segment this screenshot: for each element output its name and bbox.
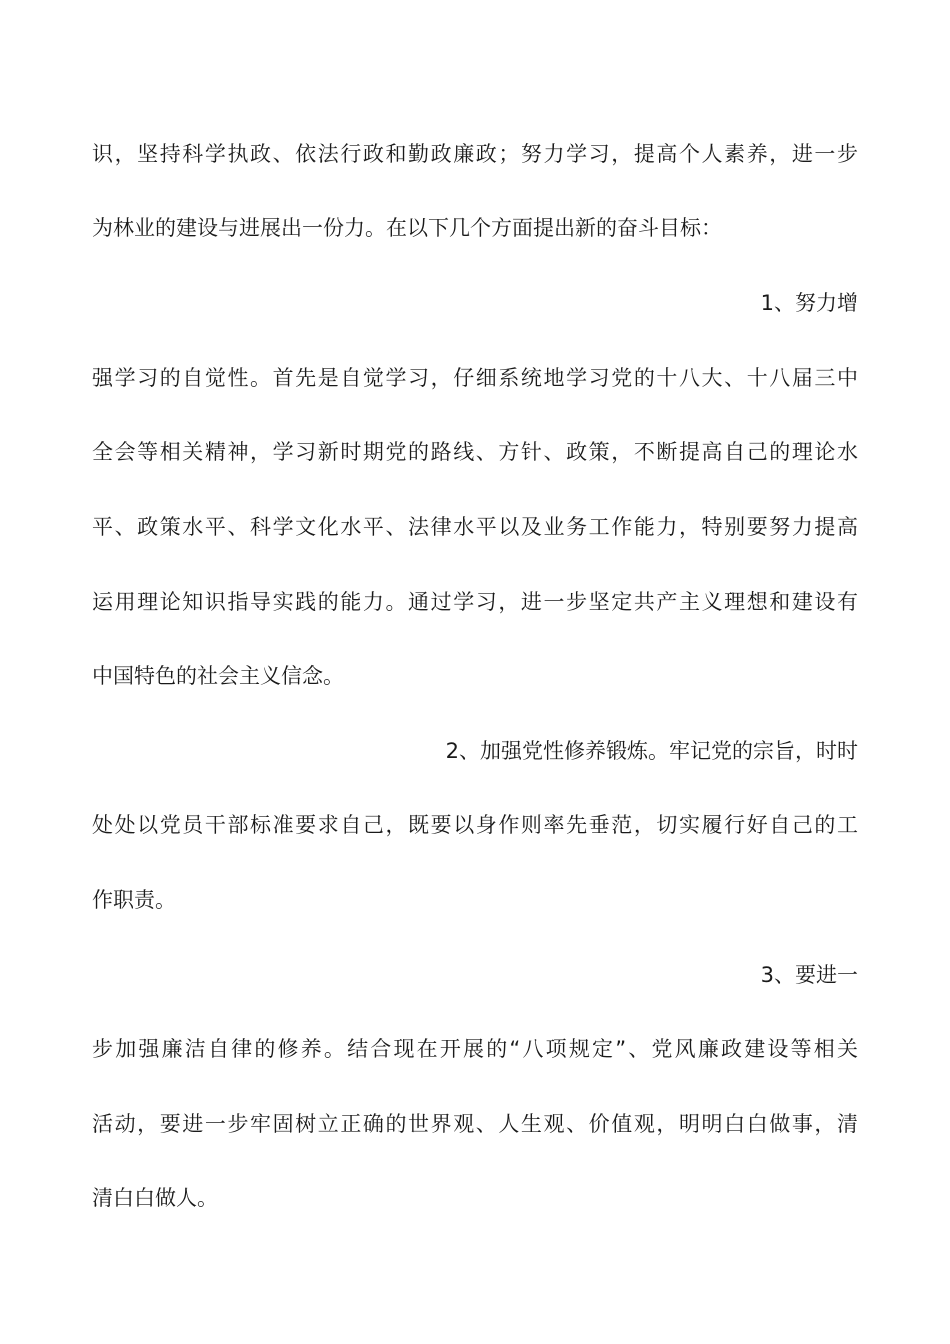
paragraph-line-1: 识，坚持科学执政、依法行政和勤政廉政；努力学习，提高个人素养，进一步	[92, 142, 858, 166]
paragraph-line-14: 活动，要进一步牢固树立正确的世界观、人生观、价值观，明明白白做事，清	[92, 1112, 858, 1136]
paragraph-line-15: 清白白做人。	[92, 1186, 218, 1210]
paragraph-line-6: 平、政策水平、科学文化水平、法律水平以及业务工作能力，特别要努力提高	[92, 515, 858, 539]
item-3-heading: 3、要进一	[760, 963, 858, 987]
item-1-heading: 1、努力增	[760, 291, 858, 315]
paragraph-line-7: 运用理论知识指导实践的能力。通过学习，进一步坚定共产主义理想和建设有	[92, 590, 858, 614]
paragraph-line-10: 处处以党员干部标准要求自己，既要以身作则率先垂范，切实履行好自己的工	[92, 813, 858, 837]
item-2-heading: 2、加强党性修养锻炼。牢记党的宗旨，时时	[445, 739, 858, 763]
paragraph-line-4: 强学习的自觉性。首先是自觉学习，仔细系统地学习党的十八大、十八届三中	[92, 366, 858, 390]
paragraph-line-8: 中国特色的社会主义信念。	[92, 664, 344, 688]
paragraph-line-13: 步加强廉洁自律的修养。结合现在开展的“八项规定”、党风廉政建设等相关	[92, 1037, 858, 1061]
paragraph-line-11: 作职责。	[92, 888, 176, 912]
paragraph-line-2: 为林业的建设与进展出一份力。在以下几个方面提出新的奋斗目标：	[92, 216, 722, 240]
paragraph-line-5: 全会等相关精神，学习新时期党的路线、方针、政策，不断提高自己的理论水	[92, 440, 858, 464]
